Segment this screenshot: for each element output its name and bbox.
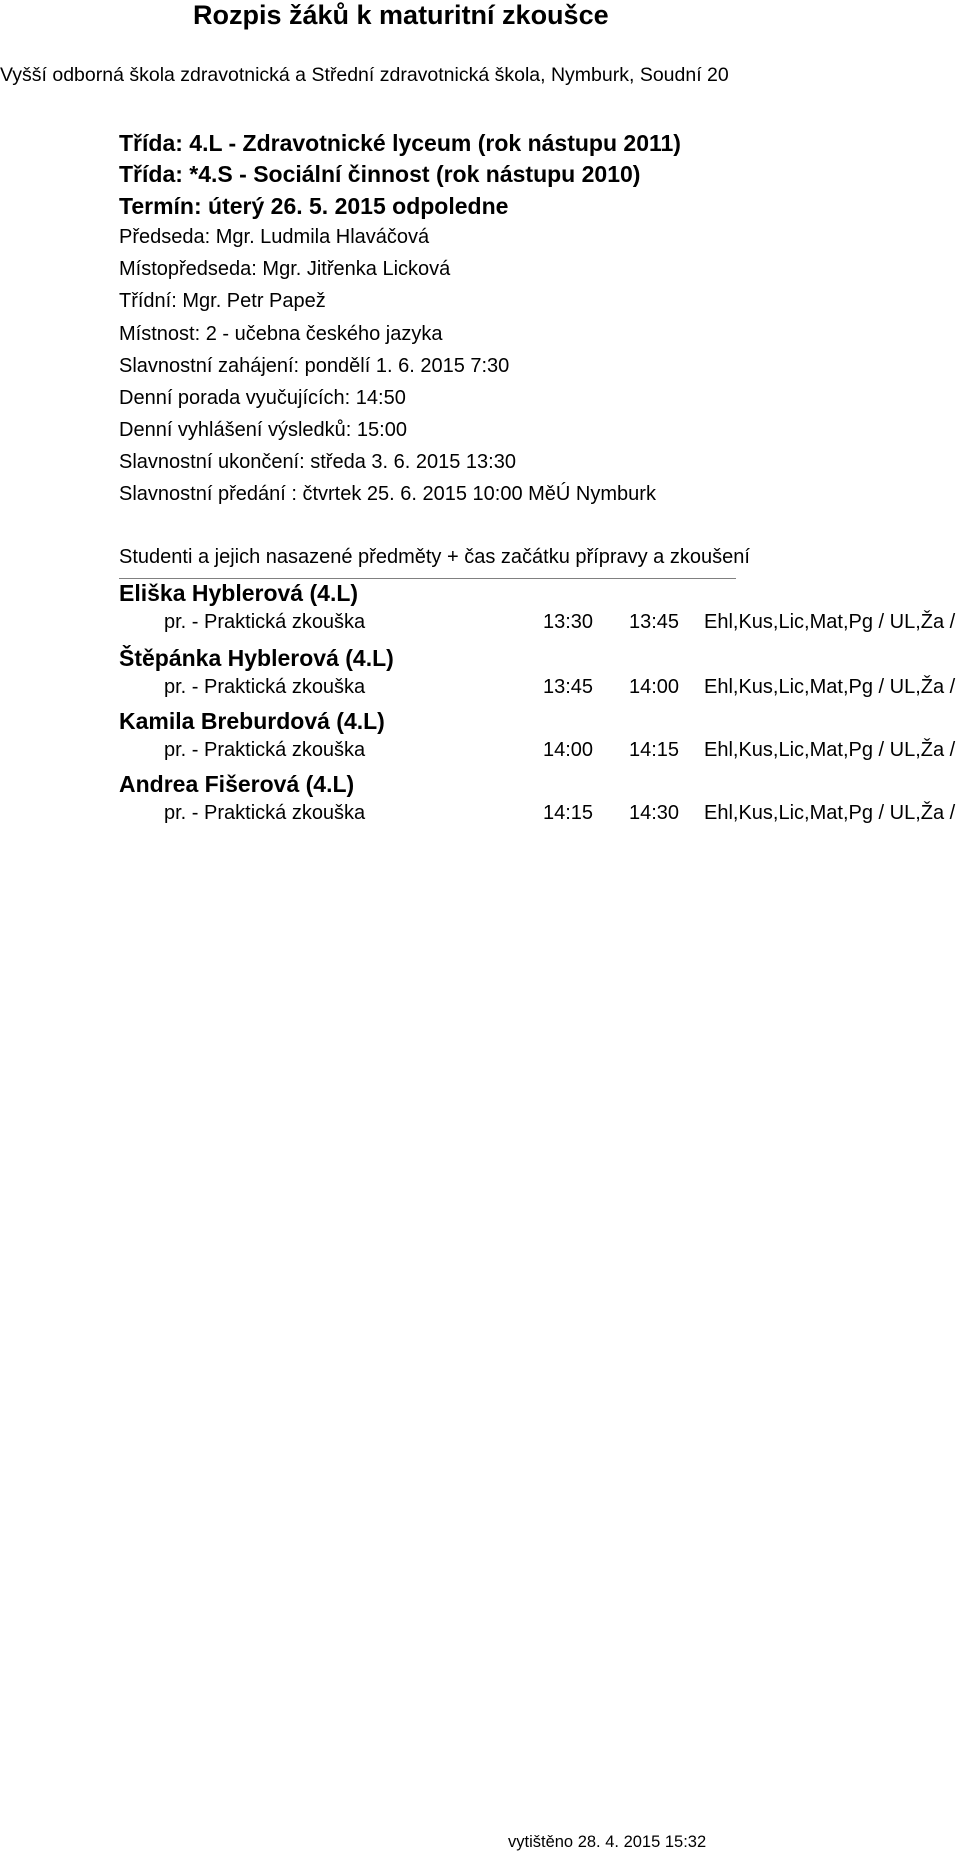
class-line-2: Třída: *4.S - Sociální činnost (rok nástupu 2010): [119, 161, 641, 187]
student-name: Eliška Hyblerová (4.L): [119, 580, 359, 606]
exam-type: pr. - Praktická zkouška: [164, 676, 366, 698]
prep-time: 13:30: [543, 611, 594, 633]
room: Místnost: 2 - učebna českého jazyka: [119, 323, 443, 345]
daily-meeting: Denní porada vyučujících: 14:50: [119, 387, 406, 409]
school-name: Vyšší odborná škola zdravotnická a Střední zdravotnická škola, Nymburk, Soudní 20: [0, 64, 729, 86]
prep-time: 14:00: [543, 739, 594, 761]
student-name: Kamila Breburdová (4.L): [119, 708, 385, 734]
class-line-1: Třída: 4.L - Zdravotnické lyceum (rok nástupu 2011): [119, 130, 681, 156]
subjects: Ehl,Kus,Lic,Mat,Pg / UL,Ža /: [704, 739, 956, 761]
exam-time: 14:15: [629, 739, 680, 761]
students-heading: Studenti a jejich nasazené předměty + čas začátku přípravy a zkoušení: [119, 546, 750, 568]
printed-timestamp: vytištěno 28. 4. 2015 15:32: [508, 1833, 707, 1851]
exam-time: 13:45: [629, 611, 680, 633]
ceremonial-handover: Slavnostní předání : čtvrtek 25. 6. 2015 10:00 MěÚ Nymburk: [119, 483, 656, 505]
chairman: Předseda: Mgr. Ludmila Hlaváčová: [119, 226, 430, 248]
subjects: Ehl,Kus,Lic,Mat,Pg / UL,Ža /: [704, 802, 956, 824]
exam-time: 14:00: [629, 676, 680, 698]
exam-time: 14:30: [629, 802, 680, 824]
exam-type: pr. - Praktická zkouška: [164, 802, 366, 824]
vice-chairman: Místopředseda: Mgr. Jitřenka Licková: [119, 258, 451, 280]
student-name: Štěpánka Hyblerová (4.L): [119, 645, 394, 671]
exam-term: Termín: úterý 26. 5. 2015 odpoledne: [119, 193, 509, 219]
exam-type: pr. - Praktická zkouška: [164, 739, 366, 761]
class-teacher: Třídní: Mgr. Petr Papež: [119, 290, 326, 312]
ceremonial-opening: Slavnostní zahájení: pondělí 1. 6. 2015 7:30: [119, 355, 510, 377]
prep-time: 13:45: [543, 676, 594, 698]
page-title: Rozpis žáků k maturitní zkoušce: [193, 0, 609, 30]
ceremonial-closing: Slavnostní ukončení: středa 3. 6. 2015 13:30: [119, 451, 516, 473]
student-name: Andrea Fišerová (4.L): [119, 771, 355, 797]
prep-time: 14:15: [543, 802, 594, 824]
subjects: Ehl,Kus,Lic,Mat,Pg / UL,Ža /: [704, 611, 956, 633]
exam-type: pr. - Praktická zkouška: [164, 611, 366, 633]
daily-results: Denní vyhlášení výsledků: 15:00: [119, 419, 407, 441]
subjects: Ehl,Kus,Lic,Mat,Pg / UL,Ža /: [704, 676, 956, 698]
heading-divider: [119, 578, 736, 579]
